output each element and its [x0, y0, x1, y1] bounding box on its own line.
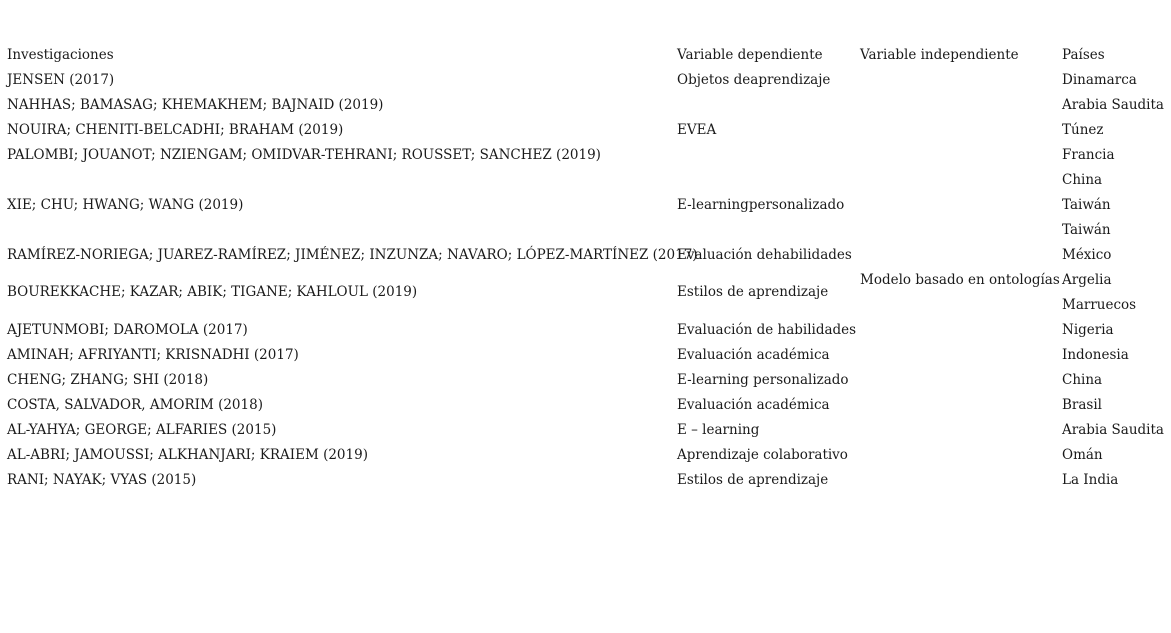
- table-row-pais: La India: [1062, 472, 1119, 488]
- table-row-variable-dependiente: Objetos deaprendizaje: [677, 72, 831, 88]
- table-row-pais: Argelia: [1062, 272, 1112, 288]
- table-row-variable-dependiente: Estilos de aprendizaje: [677, 284, 829, 300]
- header-variable-dependiente: Variable dependiente: [677, 47, 823, 63]
- table-row-investigacion: BOUREKKACHE; KAZAR; ABIK; TIGANE; KAHLOUL (2019): [7, 284, 418, 300]
- table-row-investigacion: AMINAH; AFRIYANTI; KRISNADHI (2017): [7, 347, 299, 363]
- table-row-pais: Marruecos: [1062, 297, 1137, 313]
- table-row-investigacion: COSTA, SALVADOR, AMORIM (2018): [7, 397, 263, 413]
- table-row-variable-dependiente: EVEA: [677, 122, 717, 138]
- table-row-pais: Túnez: [1062, 122, 1104, 138]
- table-row-pais: China: [1062, 372, 1103, 388]
- table-row-pais: Taiwán: [1062, 222, 1111, 238]
- header-paises: Países: [1062, 47, 1105, 63]
- table-row-variable-dependiente: Evaluación de habilidades: [677, 322, 857, 338]
- header-investigaciones: Investigaciones: [7, 47, 114, 63]
- table-row-investigacion: CHENG; ZHANG; SHI (2018): [7, 372, 209, 388]
- table-row-pais: México: [1062, 247, 1112, 263]
- table-row-pais: Omán: [1062, 447, 1103, 463]
- variable-independiente-merged-cell: Modelo basado en ontologías: [860, 272, 1060, 288]
- table-row-investigacion: JENSEN (2017): [7, 72, 115, 88]
- table-row-pais: Dinamarca: [1062, 72, 1137, 88]
- header-variable-independiente: Variable independiente: [860, 47, 1019, 63]
- table-row-pais: Arabia Saudita: [1062, 97, 1164, 113]
- table-row-investigacion: XIE; CHU; HWANG; WANG (2019): [7, 197, 244, 213]
- table-row-variable-dependiente: E-learning personalizado: [677, 372, 849, 388]
- table-row-investigacion: AL-YAHYA; GEORGE; ALFARIES (2015): [7, 422, 277, 438]
- table-row-pais: China: [1062, 172, 1103, 188]
- table-row-pais: Taiwán: [1062, 197, 1111, 213]
- table-row-investigacion: RAMÍREZ-NORIEGA; JUAREZ-RAMÍREZ; JIMÉNEZ; INZUNZA; NAVARO; LÓPEZ-MARTÍNEZ (2017): [7, 247, 698, 263]
- table-row-pais: Brasil: [1062, 397, 1102, 413]
- table-row-investigacion: NAHHAS; BAMASAG; KHEMAKHEM; BAJNAID (2019): [7, 97, 384, 113]
- table-row-investigacion: PALOMBI; JOUANOT; NZIENGAM; OMIDVAR-TEHRANI; ROUSSET; SANCHEZ (2019): [7, 147, 601, 163]
- table-row-variable-dependiente: Evaluación académica: [677, 347, 830, 363]
- table-row-variable-dependiente: Evaluación académica: [677, 397, 830, 413]
- table-row-pais: Arabia Saudita: [1062, 422, 1164, 438]
- table-row-variable-dependiente: Evaluación dehabilidades: [677, 247, 852, 263]
- table-row-investigacion: RANI; NAYAK; VYAS (2015): [7, 472, 197, 488]
- table-row-variable-dependiente: Aprendizaje colaborativo: [677, 447, 848, 463]
- table-row-pais: Indonesia: [1062, 347, 1129, 363]
- table-row-investigacion: NOUIRA; CHENITI-BELCADHI; BRAHAM (2019): [7, 122, 344, 138]
- table-row-pais: Francia: [1062, 147, 1115, 163]
- table-row-investigacion: AJETUNMOBI; DAROMOLA (2017): [7, 322, 248, 338]
- table-row-pais: Nigeria: [1062, 322, 1114, 338]
- table-row-investigacion: AL-ABRI; JAMOUSSI; ALKHANJARI; KRAIEM (2019): [7, 447, 368, 463]
- table-row-variable-dependiente: E – learning: [677, 422, 760, 438]
- table-row-variable-dependiente: E-learningpersonalizado: [677, 197, 845, 213]
- table-row-variable-dependiente: Estilos de aprendizaje: [677, 472, 829, 488]
